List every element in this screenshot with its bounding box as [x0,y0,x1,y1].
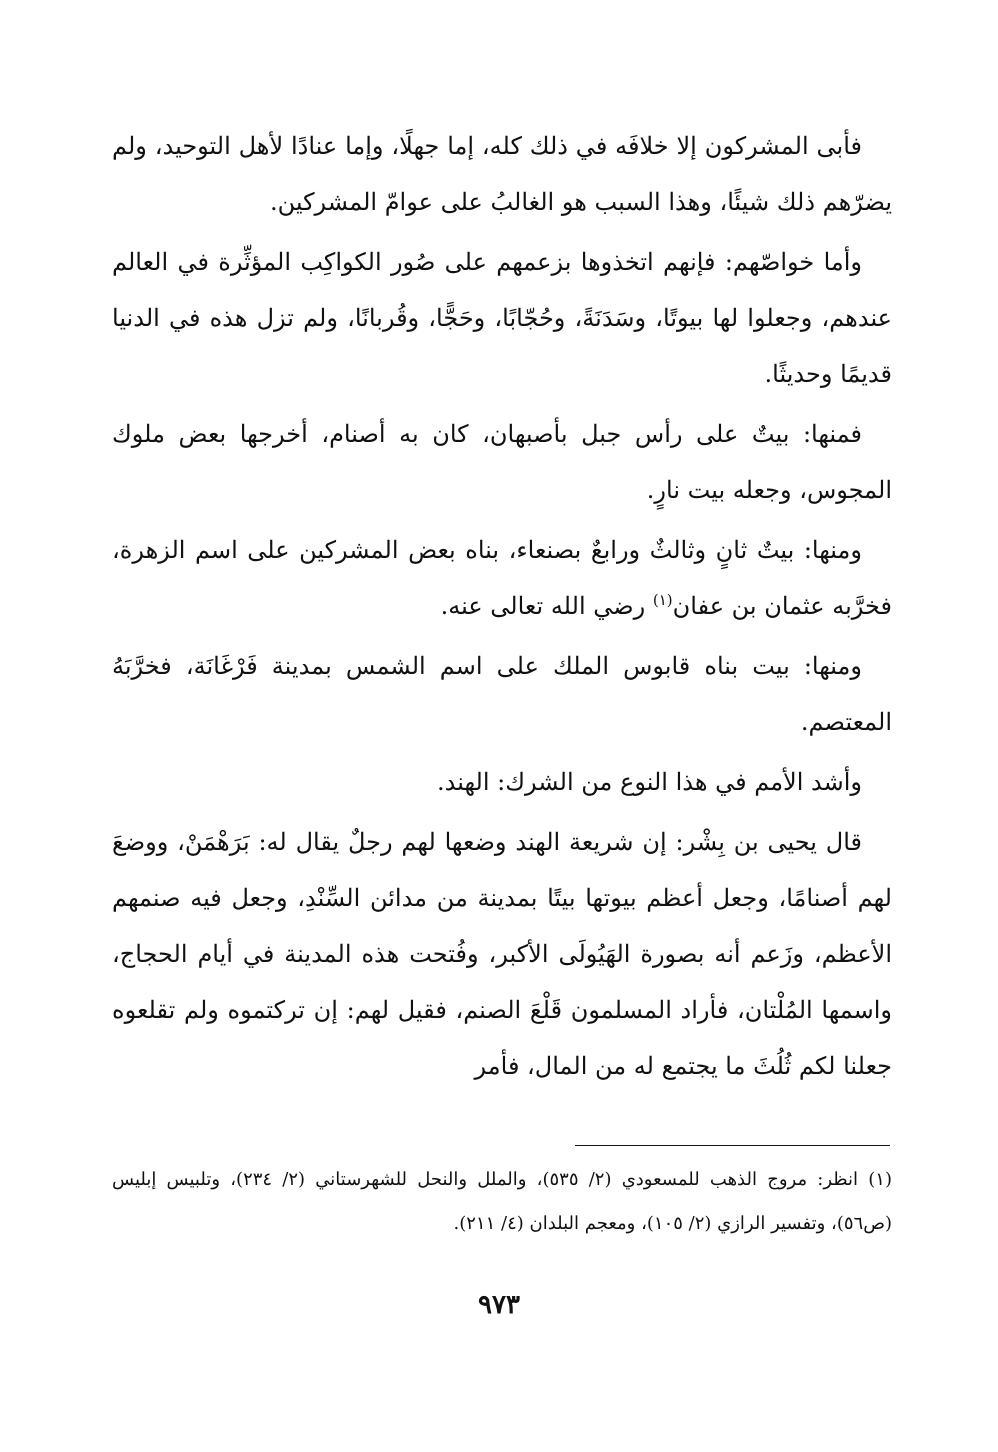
paragraph-4-tail: رضي الله تعالى عنه. [440,592,653,620]
footnote-1-text: (١) انظر: مروج الذهب للمسعودي (٢/ ٥٣٥)، والملل والنحل للشهرستاني (٢/ ٢٣٤)، وتلبيس إبليس (ص٥٦)، وتفسير الرازي (٢/ ١٠٥)، ومعجم البلدان (٤/ ٢١١). [112,1169,892,1234]
paragraph-2: وأما خواصّهم: فإنهم اتخذوها بزعمهم على صُور الكواكِب المؤثِّرة في العالم عندهم، وجعلوا لها بيوتًا، وسَدَنَةً، وحُجّابًا، وحَجًّا، وقُربانًا، ولم تزل هذه في الدنيا قديمًا وحديثًا. [112,248,892,388]
paragraph-7: قال يحيى بن بِشْر: إن شريعة الهند وضعها لهم رجلٌ يقال له: بَرَهْمَنْ، ووضعَ لهم أصنامًا، وجعل أعظم بيوتها بيتًا بمدينة من مدائن السِّنْدِ، وجعل فيه صنمهم الأعظم، وزَعم أنه بصورة الهَيُولَى الأكبر، وفُتحت هذه المدينة في أيام الحجاج، واسمها المُلْتان، فأراد المسلمون قَلْعَ الصنم، فقيل لهم: إن تركتموه ولم تقلعوه جعلنا لكم ثُلُثَ ما يجتمع له من المال، فأمر [112,828,892,1080]
footnote-1 [112,1158,892,1246]
paragraph-5: ومنها: بيت بناه قابوس الملك على اسم الشمس بمدينة فَرْغَانَة، فخرَّبَهُ المعتصم. [112,652,892,736]
footnote-divider [575,1145,890,1146]
page-number: ٩٧٣ [478,1290,520,1320]
footnotes [112,1158,892,1246]
paragraph-3: فمنها: بيتٌ على رأس جبل بأصبهان، كان به أصنام، أخرجها بعض ملوك المجوس، وجعله بيت نارٍ. [112,420,892,504]
footnote-reference: (١) [652,591,673,609]
paragraph-6: وأشد الأمم في هذا النوع من الشرك: الهند. [436,768,862,796]
paragraph-1: فأبى المشركون إلا خلافَه في ذلك كله، إما جهلًا، وإما عنادًا لأهل التوحيد، ولم يضرّهم ذلك شيئًا، وهذا السبب هو الغالبُ على عوامّ المشركين. [112,132,892,216]
paragraph-4 [112,522,892,634]
paragraph-4-text: ومنها: بيتٌ ثانٍ وثالثٌ ورابعٌ بصنعاء، بناه بعض المشركين على اسم الزهرة، فخرَّبه عثمان بن عفان [112,536,892,620]
main-text [112,118,892,1098]
